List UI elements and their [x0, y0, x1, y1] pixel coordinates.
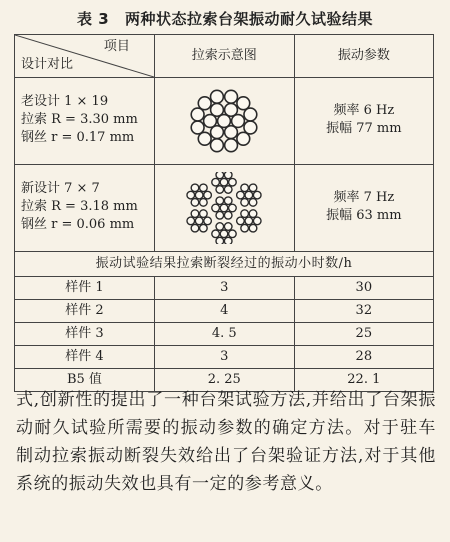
- wire-strand: [249, 184, 257, 192]
- old-hours: 3: [154, 346, 294, 369]
- wire-strand: [225, 197, 233, 205]
- wire-strand: [216, 223, 224, 231]
- new-wire-radius: 钢丝 r = 0.06 mm: [21, 217, 135, 232]
- wire-strand: [200, 199, 208, 207]
- wire-strand: [211, 103, 224, 116]
- wire-strand: [229, 230, 237, 238]
- old-hours: 4: [154, 300, 294, 323]
- wire-strand: [200, 224, 208, 232]
- wire-strand: [191, 184, 199, 192]
- old-hours: 4. 5: [154, 323, 294, 346]
- wire-strand: [204, 191, 212, 199]
- wire-strand: [225, 237, 233, 244]
- results-title-row: [15, 252, 434, 277]
- wire-strand: [191, 199, 199, 207]
- sample-label: 样件 2: [15, 300, 155, 323]
- wire-strand: [212, 230, 220, 238]
- wire-strand: [229, 178, 237, 186]
- header-item-label: 项目: [103, 39, 130, 54]
- old-wire-radius: 钢丝 r = 0.17 mm: [21, 130, 135, 145]
- wire-strand: [254, 191, 262, 199]
- header-params-column: 振动参数: [294, 35, 433, 78]
- body-paragraph: 式,创新性的提出了一种台架试验方法,并给出了台架振动耐久试验所需要的振动参数的确定方法。对于驻车制动拉索振动断裂失效给出了台架验证方法,对于其他系统的振动失效也具有一定的参考意义。: [16, 390, 436, 494]
- wire-strand: [254, 217, 262, 225]
- wire-strand: [220, 178, 228, 186]
- wire-strand: [199, 97, 212, 110]
- wire-strand: [225, 186, 233, 194]
- old-frequency: 频率 6 Hz: [333, 103, 395, 118]
- wire-strand: [196, 217, 204, 225]
- new-cable-diagram-cell: [154, 165, 294, 252]
- wire-strand: [200, 184, 208, 192]
- wire-strand: [211, 90, 224, 103]
- wire-strand: [237, 217, 245, 225]
- wire-strand: [200, 210, 208, 218]
- table-row: [15, 277, 434, 300]
- new-hours: 28: [294, 346, 433, 369]
- wire-strand: [187, 217, 195, 225]
- cable-cross-section-1x19-icon: [174, 85, 274, 157]
- wire-strand: [225, 211, 233, 219]
- wire-strand: [225, 103, 238, 116]
- wire-strand: [244, 121, 257, 134]
- header-diagram-column: 拉索示意图: [154, 35, 294, 78]
- old-vibration-params: [294, 78, 433, 165]
- wire-strand: [187, 191, 195, 199]
- wire-strand: [216, 197, 224, 205]
- wire-strand: [229, 204, 237, 212]
- wire-strand: [212, 204, 220, 212]
- wire-strand: [241, 199, 249, 207]
- new-hours: 32: [294, 300, 433, 323]
- table-caption-number: 表 3: [77, 10, 110, 28]
- new-design-spec: [15, 165, 155, 252]
- new-amplitude: 振幅 63 mm: [326, 208, 402, 223]
- wire-strand: [237, 132, 250, 145]
- wire-strand: [199, 132, 212, 145]
- sample-label: 样件 4: [15, 346, 155, 369]
- table-row: [15, 323, 434, 346]
- wire-strand: [211, 139, 224, 152]
- wire-strand: [241, 224, 249, 232]
- wire-strand: [225, 223, 233, 231]
- wire-strand: [191, 121, 204, 134]
- wire-strand: [225, 90, 238, 103]
- wire-strand: [220, 230, 228, 238]
- old-cable-diagram-cell: [154, 78, 294, 165]
- sample-label: 样件 3: [15, 323, 155, 346]
- wire-strand: [196, 191, 204, 199]
- new-b5-value: 22. 1: [294, 369, 433, 392]
- diagonal-header-cell: [15, 35, 155, 78]
- wire-strand: [220, 204, 228, 212]
- wire-strand: [245, 191, 253, 199]
- wire-strand: [216, 237, 224, 244]
- wire-strand: [249, 199, 257, 207]
- new-vibration-params: [294, 165, 433, 252]
- design-row-old: [15, 78, 434, 165]
- table-caption: [0, 8, 450, 29]
- old-design-line: 老设计 1 × 19: [21, 94, 109, 109]
- wire-strand: [216, 211, 224, 219]
- wire-strand: [225, 172, 233, 179]
- table-row: [15, 346, 434, 369]
- table-header-row: [15, 35, 434, 78]
- wire-strand: [191, 210, 199, 218]
- wire-strand: [237, 191, 245, 199]
- wire-strand: [204, 217, 212, 225]
- table-caption-title: 两种状态拉索台架振动耐久试验结果: [124, 10, 373, 28]
- b5-label: B5 值: [15, 369, 155, 392]
- old-design-spec: [15, 78, 155, 165]
- new-design-line: 新设计 7 × 7: [21, 181, 100, 196]
- sample-label: 样件 1: [15, 277, 155, 300]
- new-hours: 30: [294, 277, 433, 300]
- wire-strand: [241, 184, 249, 192]
- wire-strand: [244, 108, 257, 121]
- new-frequency: 频率 7 Hz: [333, 190, 395, 205]
- new-hours: 25: [294, 323, 433, 346]
- wire-strand: [249, 210, 257, 218]
- wire-strand: [249, 224, 257, 232]
- wire-strand: [237, 97, 250, 110]
- wire-strand: [191, 108, 204, 121]
- design-row-new: [15, 165, 434, 252]
- results-title: 振动试验结果拉索断裂经过的振动小时数/h: [15, 252, 434, 277]
- cable-cross-section-7x7-icon: [174, 172, 274, 244]
- old-hours: 3: [154, 277, 294, 300]
- wire-strand: [241, 210, 249, 218]
- wire-strand: [225, 139, 238, 152]
- old-amplitude: 振幅 77 mm: [326, 121, 402, 136]
- wire-strand: [225, 126, 238, 139]
- wire-strand: [191, 224, 199, 232]
- old-b5-value: 2. 25: [154, 369, 294, 392]
- new-cable-radius: 拉索 R = 3.18 mm: [21, 199, 138, 214]
- table-row: [15, 300, 434, 323]
- old-cable-radius: 拉索 R = 3.30 mm: [21, 112, 138, 127]
- wire-strand: [216, 186, 224, 194]
- results-table: [14, 34, 434, 392]
- wire-strand: [216, 172, 224, 179]
- wire-strand: [245, 217, 253, 225]
- wire-strand: [212, 178, 220, 186]
- header-design-label: 设计对比: [21, 56, 74, 72]
